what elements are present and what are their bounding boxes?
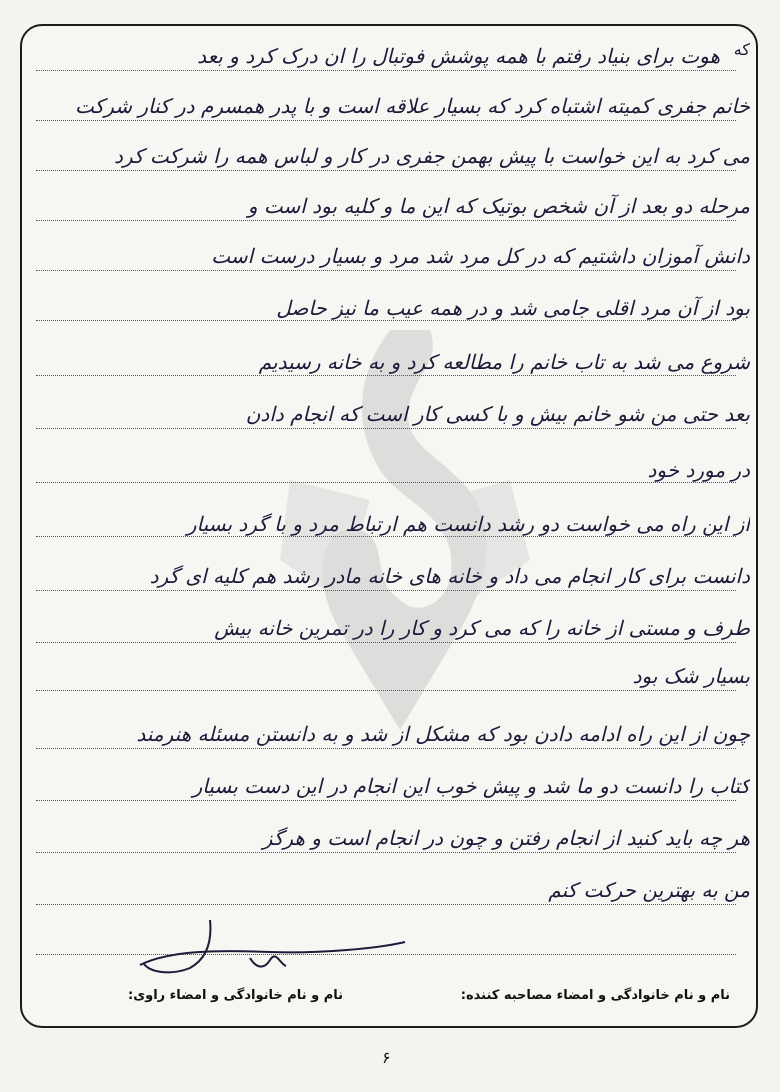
- handwritten-line: بعد حتی من شو خانم بیش و با کسی کار است که انجام دادن: [245, 402, 750, 426]
- handwritten-line: طرف و مستی از خانه را که می کرد و کار را در تمرین خانه بیش: [214, 616, 750, 640]
- handwritten-line: می کرد به این خواست با پیش بهمن جفری در کار و لباس همه را شرکت کرد: [114, 144, 750, 168]
- signature-scribble: [130, 920, 430, 990]
- ruled-line: [36, 320, 736, 321]
- ruled-line: [36, 590, 736, 591]
- handwritten-line: مرحله دو بعد از آن شخص بوتیک که این ما و کلیه بود است و: [247, 194, 750, 218]
- ruled-line: [36, 428, 736, 429]
- ruled-line: [36, 170, 736, 171]
- ruled-line: [36, 220, 736, 221]
- narrator-signature-label: نام و نام خانوادگی و امضاء راوی:: [128, 988, 343, 1003]
- handwritten-line: چون از این راه ادامه دادن بود که مشکل از شد و به دانستن مسئله هنرمند: [136, 722, 750, 746]
- ruled-line: [36, 536, 736, 537]
- ruled-line: [36, 690, 736, 691]
- handwritten-line: هوت برای بنیاد رفتم با همه پوشش فوتبال را ان درک کرد و بعد: [197, 44, 720, 68]
- handwritten-line: هر چه باید کنید از انجام رفتن و چون در انجام است و هرگز: [262, 826, 750, 850]
- handwritten-line: بسیار شک بود: [632, 664, 750, 688]
- ruled-line: [36, 375, 736, 376]
- handwritten-line: خانم جفری کمیته اشتباه کرد که بسیار علاقه است و با پدر همسرم در کنار شرکت: [75, 94, 750, 118]
- handwritten-line: شروع می شد به تاب خانم را مطالعه کرد و به خانه رسیدیم: [258, 350, 750, 374]
- header-mark: که: [733, 40, 750, 59]
- ruled-line: [36, 642, 736, 643]
- ruled-line: [36, 70, 736, 71]
- handwritten-line: دانست برای کار انجام می داد و خانه های خانه مادر رشد هم کلیه ای گرد: [149, 564, 750, 588]
- ruled-line: [36, 852, 736, 853]
- page-number: ۶: [382, 1048, 391, 1067]
- handwritten-line: از این راه می خواست دو رشد دانست هم ارتباط مرد و با گرد بسیار: [186, 512, 750, 536]
- interviewer-signature-label: نام و نام خانوادگی و امضاء مصاحبه کننده:: [460, 988, 730, 1003]
- handwritten-line: دانش آموزان داشتیم که در کل مرد شد مرد و بسیار درست است: [211, 244, 750, 268]
- handwritten-line: کتاب را دانست دو ما شد و پیش خوب این انجام در این دست بسیار: [192, 774, 750, 798]
- handwritten-line: بود از آن مرد اقلی جامی شد و در همه عیب ما نیز حاصل: [276, 296, 750, 320]
- ruled-line: [36, 270, 736, 271]
- ruled-line: [36, 748, 736, 749]
- handwritten-line: در مورد خود: [647, 458, 750, 482]
- ruled-line: [36, 482, 736, 483]
- ruled-line: [36, 800, 736, 801]
- handwritten-line: من به بهترین حرکت کنم: [548, 878, 750, 902]
- ruled-line: [36, 904, 736, 905]
- ruled-line: [36, 120, 736, 121]
